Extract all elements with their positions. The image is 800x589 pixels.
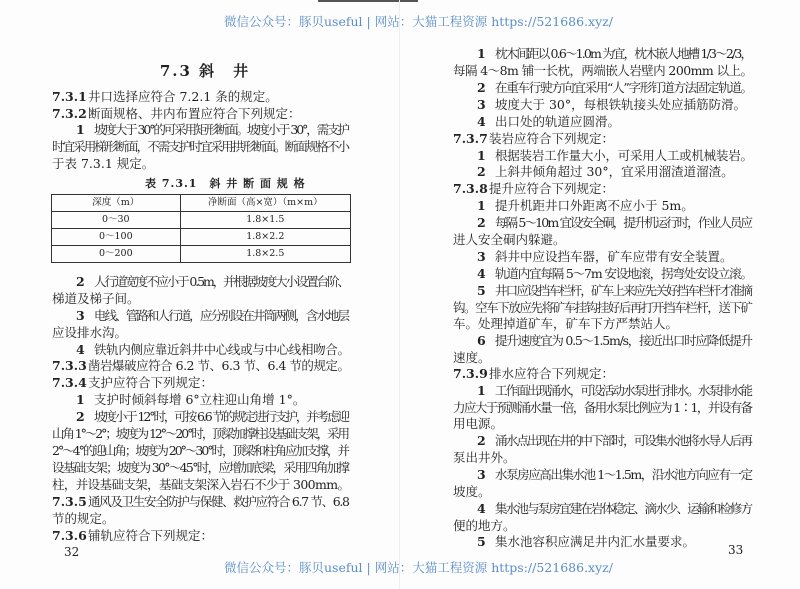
line-text: 在重车行驶方向宜采用“人”字形钉道方法固定轨道。 xyxy=(495,80,752,95)
line-text: 铺轨应符合下列规定： xyxy=(88,528,214,543)
clause-number: 1 xyxy=(477,383,486,398)
line-text: 排水应符合下列规定： xyxy=(489,366,615,381)
watermark-text: 网站：大猫工程资源 https://521686.xyz/ xyxy=(374,14,613,29)
clause-number: 2 xyxy=(477,433,486,448)
table-cell: 1.8×2.5 xyxy=(180,246,350,263)
clause-number: 7.3.8 xyxy=(453,181,488,196)
watermark-top xyxy=(224,14,613,30)
continuation-line xyxy=(453,300,753,316)
continuation-line xyxy=(453,416,753,432)
line-text: 应设排水沟。 xyxy=(52,325,128,340)
table-row xyxy=(52,212,351,229)
line-text: 凿岩爆破应符合 6.2 节、6.3 节、6.4 节的规定。 xyxy=(88,358,350,373)
clause-line xyxy=(52,89,350,105)
line-text: 速度。 xyxy=(453,350,491,365)
clause-number: 2 xyxy=(76,274,85,289)
item-line xyxy=(477,433,753,449)
item-line xyxy=(477,501,753,517)
item-line xyxy=(477,80,753,96)
line-text: 断面规格、井内布置应符合下列规定： xyxy=(88,106,301,121)
line-text: 支护时倾斜每增 6°立柱迎山角增 1°。 xyxy=(94,392,306,407)
clause-number: 7.3.5 xyxy=(52,494,87,509)
clause-number: 3 xyxy=(76,308,85,323)
table-caption: 表 7.3.1 斜 井 断 面 规 格 xyxy=(145,177,306,190)
clause-number: 3 xyxy=(477,249,486,264)
line-text: 集水池容积应满足井内汇水量要求。 xyxy=(495,534,696,549)
item-line xyxy=(477,534,753,550)
item-line xyxy=(477,164,753,180)
clause-number: 7.3.7 xyxy=(453,131,488,146)
clause-number: 7.3.9 xyxy=(453,366,488,381)
line-text: 根据装岩工作量大小，可采用人工或机械装岩。 xyxy=(495,148,753,163)
table-cell: 0～100 xyxy=(52,229,181,246)
line-text: 坡度。 xyxy=(453,484,491,499)
line-text: 出口处的轨道应圆滑。 xyxy=(495,114,621,129)
table-cell: 1.8×1.5 xyxy=(180,212,350,229)
clause-number: 1 xyxy=(76,122,85,137)
line-text: 梯道及梯子间。 xyxy=(52,291,140,306)
clause-line xyxy=(453,181,753,197)
line-text: 泵出井外。 xyxy=(453,450,516,465)
continuation-line xyxy=(453,450,753,466)
line-text: 支护应符合下列规定： xyxy=(88,375,214,390)
clause-number: 1 xyxy=(477,148,486,163)
continuation-line xyxy=(453,63,753,79)
line-text: 提升机距井口外距离不应小于 5m。 xyxy=(495,198,694,213)
line-text: 上斜井倾角超过 30°，宜采用溜渣道溜渣。 xyxy=(495,164,734,179)
clause-line xyxy=(52,375,350,391)
table-cell: 0～30 xyxy=(52,212,181,229)
continuation-line xyxy=(52,156,350,172)
clause-number: 4 xyxy=(76,342,85,357)
clause-line xyxy=(453,131,753,147)
item-line xyxy=(76,342,350,358)
continuation-line xyxy=(453,400,753,416)
table-cell: 1.8×2.2 xyxy=(180,229,350,246)
line-text: 进人安全硐内躲避。 xyxy=(453,232,566,247)
line-text: 节的规定。 xyxy=(52,511,115,526)
clause-number: 5 xyxy=(477,534,486,549)
line-text: 2°～4°的迎山角；坡度为 20°～30°时，顶梁和柱角应加支撑，并 xyxy=(52,443,348,458)
item-line xyxy=(477,383,753,399)
line-text: 水泵房应高出集水池 1～1.5m，沿水池方向应有一定 xyxy=(495,467,752,482)
continuation-line xyxy=(52,325,350,341)
page-number-right: 33 xyxy=(728,543,744,557)
clause-number: 1 xyxy=(76,392,85,407)
clause-number: 6 xyxy=(477,333,486,348)
line-text: 每隔 4～8m 铺一长枕，两端嵌人岩壁内 200mm 以上。 xyxy=(453,63,753,78)
scan-edge xyxy=(318,0,418,2)
line-text: 提升速度宜为 0.5～1.5m/s，接近出口时应降低提升 xyxy=(495,333,752,348)
line-text: 于表 7.3.1 规定。 xyxy=(52,156,155,171)
clause-number: 2 xyxy=(76,409,85,424)
clause-number: 5 xyxy=(477,283,486,298)
clause-number: 1 xyxy=(477,46,486,61)
line-text: 坡度小于 12°时，可按 6.6 节的规定进行支护，并考虑迎 xyxy=(94,409,348,424)
section-spec-table xyxy=(51,194,351,263)
line-text: 力应大于预测涌水量一倍，备用水泵比例应为 1∶1，并设有备 xyxy=(453,400,752,415)
item-line xyxy=(477,266,753,282)
line-text: 山角 1°～2°；坡度为 12°～20°时，顶梁加撑柱设基础支架，采用 xyxy=(52,426,348,441)
continuation-line xyxy=(52,460,350,476)
clause-number: 1 xyxy=(477,198,486,213)
continuation-line xyxy=(52,426,350,442)
clause-number: 7.3.4 xyxy=(52,375,87,390)
item-line xyxy=(477,333,753,349)
table-header-row xyxy=(52,195,351,212)
item-line xyxy=(477,198,753,214)
clause-line xyxy=(52,358,350,374)
line-text: 装岩应符合下列规定： xyxy=(489,131,615,146)
line-text: 井口应设挡车栏杆，矿车上来应先关好挡车栏杆才准摘 xyxy=(495,283,752,298)
line-text: 坡度大于 30°的可采用矩形断面。坡度小于 30°，需支护 xyxy=(94,122,348,137)
watermark-text: 微信公众号：豚贝useful xyxy=(224,560,363,575)
clause-number: 7.3.3 xyxy=(52,358,87,373)
clause-line xyxy=(453,366,753,382)
section-title: 7.3 斜 井 xyxy=(159,62,251,80)
clause-number: 2 xyxy=(477,164,486,179)
line-text: 电线、管路和人行道，应分别设在井筒两侧，含水地层 xyxy=(94,308,349,323)
item-line xyxy=(477,215,753,231)
item-line xyxy=(477,46,753,62)
line-text: 斜井中应设挡车器，矿车应带有安全装置。 xyxy=(495,249,733,264)
item-line xyxy=(477,467,753,483)
continuation-line xyxy=(52,291,350,307)
watermark-bottom xyxy=(224,560,613,576)
line-text: 通风及卫生安全防护与保健、救护应符合 6.7 节、6.8 xyxy=(88,494,349,509)
item-line xyxy=(76,409,350,425)
clause-number: 7.3.1 xyxy=(52,89,87,104)
table-header: 深度（m） xyxy=(52,195,181,212)
clause-number: 2 xyxy=(477,215,486,230)
continuation-line xyxy=(453,518,753,534)
item-line xyxy=(477,249,753,265)
page-number-left: 32 xyxy=(64,545,80,559)
continuation-line xyxy=(52,443,350,459)
line-text: 集水池与泵房宜建在岩体稳定、滴水少、运输和检修方 xyxy=(495,501,752,516)
clause-number: 7.3.2 xyxy=(52,106,87,121)
item-line xyxy=(76,274,350,290)
clause-number: 4 xyxy=(477,114,486,129)
continuation-line xyxy=(453,316,753,332)
page-gutter xyxy=(399,0,400,589)
watermark-separator: | xyxy=(366,14,371,29)
continuation-line xyxy=(52,139,350,155)
line-text: 涌水点出现在井的中下部时，可设集水池将水导人后再 xyxy=(495,433,752,448)
clause-line xyxy=(52,494,350,510)
item-line xyxy=(477,148,753,164)
line-text: 铁轨内侧应靠近斜井中心线或与中心线相吻合。 xyxy=(94,342,350,357)
clause-number: 4 xyxy=(477,501,486,516)
clause-number: 7.3.6 xyxy=(52,528,87,543)
watermark-separator: | xyxy=(366,560,371,575)
table-row xyxy=(52,246,351,263)
line-text: 工作面出现涌水，可设活动水泵进行排水。水泵排水能 xyxy=(495,383,752,398)
clause-number: 3 xyxy=(477,97,486,112)
item-line xyxy=(76,308,350,324)
clause-number: 4 xyxy=(477,266,486,281)
item-line xyxy=(76,392,350,408)
continuation-line xyxy=(453,350,753,366)
line-text: 钩。空车下放应先将矿车挂钩挂好后再打开挡车栏杆，送下矿 xyxy=(453,300,752,315)
continuation-line xyxy=(52,511,350,527)
table-header: 净断面（高×宽）（m×m） xyxy=(180,195,350,212)
clause-number: 2 xyxy=(477,80,486,95)
table-cell: 0～200 xyxy=(52,246,181,263)
clause-number: 3 xyxy=(477,467,486,482)
line-text: 每隔 5～10m 宜设安全硐，提升机运行时，作业人员应 xyxy=(495,215,752,230)
clause-line xyxy=(52,528,350,544)
table-row xyxy=(52,229,351,246)
watermark-text: 微信公众号：豚贝useful xyxy=(224,14,363,29)
line-text: 坡度大于 30°，每根铁轨接头处应插筋防滑。 xyxy=(495,97,747,112)
continuation-line xyxy=(52,477,350,493)
continuation-line xyxy=(453,484,753,500)
line-text: 设基础支架；坡度为 30°～45°时，应增加底梁，采用四角加撑 xyxy=(52,460,349,475)
line-text: 时宜采用梯形断面，不需支护时宜采用拱形断面。断面规格不小 xyxy=(52,139,349,154)
item-line xyxy=(477,114,753,130)
continuation-line xyxy=(453,232,753,248)
line-text: 柱，并设基础支架，基础支架深入岩石不少于 300mm。 xyxy=(52,477,350,492)
line-text: 井口选择应符合 7.2.1 条的规定。 xyxy=(88,89,278,104)
item-line xyxy=(477,97,753,113)
line-text: 轨道内宜每隔 5～7m 安设地滚，拐弯处安设立滚。 xyxy=(495,266,752,281)
line-text: 便的地方。 xyxy=(453,518,516,533)
item-line xyxy=(76,122,350,138)
line-text: 用电源。 xyxy=(453,416,504,431)
item-line xyxy=(477,283,753,299)
line-text: 人行道宽度不应小于 0.5m，并根据坡度大小设置台阶、 xyxy=(94,274,348,289)
line-text: 提升应符合下列规定： xyxy=(489,181,615,196)
line-text: 车。处理掉道矿车，矿车下方严禁站人。 xyxy=(453,316,679,331)
clause-line xyxy=(52,106,350,122)
watermark-text: 网站：大猫工程资源 https://521686.xyz/ xyxy=(374,560,613,575)
line-text: 枕木间距以 0.6～1.0m 为宜，枕木嵌人地槽 1/3～2/3， xyxy=(495,46,752,61)
